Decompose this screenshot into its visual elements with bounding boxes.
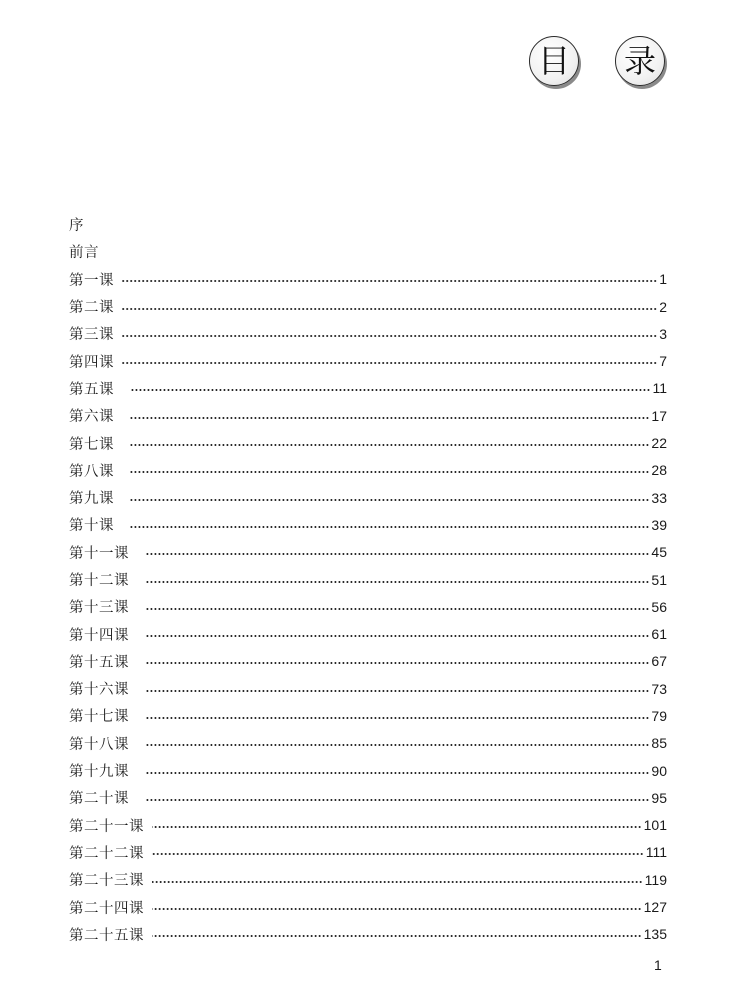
toc-entry[interactable] <box>69 757 667 784</box>
title-char-mu: 目 <box>529 36 579 86</box>
toc-entry-label: 第二十四课 <box>69 900 144 917</box>
table-of-contents <box>69 211 667 948</box>
toc-entry-page: 17 <box>651 407 667 424</box>
dot-leader <box>145 717 649 719</box>
toc-entry[interactable] <box>69 784 667 811</box>
dot-leader <box>122 335 657 337</box>
toc-entry[interactable] <box>69 429 667 456</box>
toc-entry[interactable] <box>69 866 667 893</box>
toc-entry[interactable] <box>69 730 667 757</box>
toc-entry-label: 第十一课 <box>69 545 129 562</box>
toc-entry-label: 第三课 <box>69 327 114 344</box>
toc-entry[interactable] <box>69 402 667 429</box>
toc-entry-page: 73 <box>651 680 667 697</box>
dot-leader <box>122 308 657 310</box>
toc-entry-label: 第十五课 <box>69 654 129 671</box>
toc-entry[interactable] <box>69 293 667 320</box>
dot-leader <box>145 662 649 664</box>
toc-entry-label: 前言 <box>69 245 99 262</box>
toc-entry-label: 第十二课 <box>69 573 129 589</box>
toc-entry[interactable] <box>69 675 667 702</box>
toc-entry-label: 第十八课 <box>69 736 129 753</box>
toc-entry-label: 序 <box>69 218 84 235</box>
toc-entry-page: 3 <box>659 325 667 342</box>
toc-entry-page: 51 <box>651 571 667 588</box>
toc-entry-label: 第六课 <box>69 409 114 426</box>
toc-entry[interactable] <box>69 266 667 293</box>
toc-entry-page: 61 <box>651 626 667 643</box>
toc-entry-page: 111 <box>645 844 667 861</box>
toc-entry-page: 79 <box>651 707 667 724</box>
toc-entry[interactable] <box>69 539 667 566</box>
toc-entry-label: 第九课 <box>69 491 114 508</box>
toc-entry-page: 2 <box>659 298 667 315</box>
page-number: 1 <box>654 957 662 973</box>
dot-leader <box>130 471 649 473</box>
toc-entry[interactable] <box>69 702 667 729</box>
dot-leader <box>122 362 657 364</box>
toc-entry-page: 33 <box>651 489 667 506</box>
toc-entry-label: 第二十五课 <box>69 927 144 944</box>
toc-entry-page: 22 <box>651 435 667 452</box>
toc-entry-label: 第十三课 <box>69 600 129 617</box>
toc-entry-label: 第二十二课 <box>69 845 144 862</box>
toc-entry-label: 第七课 <box>69 436 114 453</box>
toc-entry-label: 第二十一课 <box>69 818 144 835</box>
toc-entry-label: 第十七课 <box>69 709 129 726</box>
toc-entry-page: 28 <box>651 462 667 479</box>
toc-entry-page: 39 <box>651 516 667 533</box>
toc-entry-page: 7 <box>659 353 667 370</box>
toc-entry-label: 第一课 <box>69 272 114 289</box>
toc-entry-page: 85 <box>651 735 667 752</box>
dot-leader <box>145 799 649 801</box>
toc-entry-page: 67 <box>651 653 667 670</box>
toc-entry-label: 第八课 <box>69 463 114 480</box>
title-char-lu: 录 <box>615 36 665 86</box>
dot-leader <box>145 553 649 555</box>
dot-leader <box>152 935 642 937</box>
toc-entry-page: 119 <box>644 871 667 888</box>
toc-entry[interactable] <box>69 812 667 839</box>
toc-entry[interactable] <box>69 893 667 920</box>
dot-leader <box>130 526 649 528</box>
toc-entry-page: 11 <box>652 380 667 397</box>
toc-entry[interactable] <box>69 566 667 593</box>
toc-entry-page: 45 <box>651 544 667 561</box>
toc-entry[interactable] <box>69 648 667 675</box>
toc-entry[interactable] <box>69 593 667 620</box>
toc-entry-label: 第十九课 <box>69 764 129 781</box>
dot-leader <box>152 853 644 855</box>
dot-leader <box>122 280 657 282</box>
toc-entry-label: 第五课 <box>69 381 114 398</box>
toc-entry-page: 90 <box>651 762 667 779</box>
toc-entry-page: 135 <box>643 926 667 943</box>
dot-leader <box>130 417 649 419</box>
dot-leader <box>145 744 649 746</box>
toc-entry[interactable] <box>69 620 667 647</box>
toc-entry-label: 第十四课 <box>69 627 129 644</box>
dot-leader <box>145 581 649 583</box>
toc-entry-preface[interactable] <box>69 211 667 238</box>
toc-entry-page: 101 <box>643 817 667 834</box>
dot-leader <box>130 444 649 446</box>
toc-entry-page: 1 <box>659 271 667 288</box>
toc-entry-label: 第二十三课 <box>69 873 144 890</box>
toc-entry-label: 第十课 <box>69 518 114 535</box>
toc-entry[interactable] <box>69 921 667 948</box>
toc-entry-label: 第二十课 <box>69 791 129 808</box>
toc-entry[interactable] <box>69 484 667 511</box>
dot-leader <box>152 908 642 910</box>
toc-entry-label: 第四课 <box>69 354 114 371</box>
toc-entry-page: 56 <box>651 598 667 615</box>
dot-leader <box>152 826 642 828</box>
toc-entry-label: 第十六课 <box>69 682 129 699</box>
dot-leader <box>130 389 650 391</box>
toc-entry-page: 127 <box>643 899 667 916</box>
dot-leader <box>152 881 643 883</box>
dot-leader <box>145 635 649 637</box>
toc-entry-page: 95 <box>651 789 667 806</box>
dot-leader <box>145 690 649 692</box>
toc-entry[interactable] <box>69 347 667 374</box>
dot-leader <box>130 499 649 501</box>
toc-entry[interactable] <box>69 320 667 347</box>
toc-entry[interactable] <box>69 511 667 538</box>
toc-entry-foreword[interactable] <box>69 238 667 265</box>
dot-leader <box>145 608 649 610</box>
toc-entry[interactable] <box>69 839 667 866</box>
toc-entry[interactable] <box>69 375 667 402</box>
toc-entry[interactable] <box>69 457 667 484</box>
page-title <box>527 36 671 90</box>
dot-leader <box>145 772 649 774</box>
toc-entry-label: 第二课 <box>69 300 114 317</box>
